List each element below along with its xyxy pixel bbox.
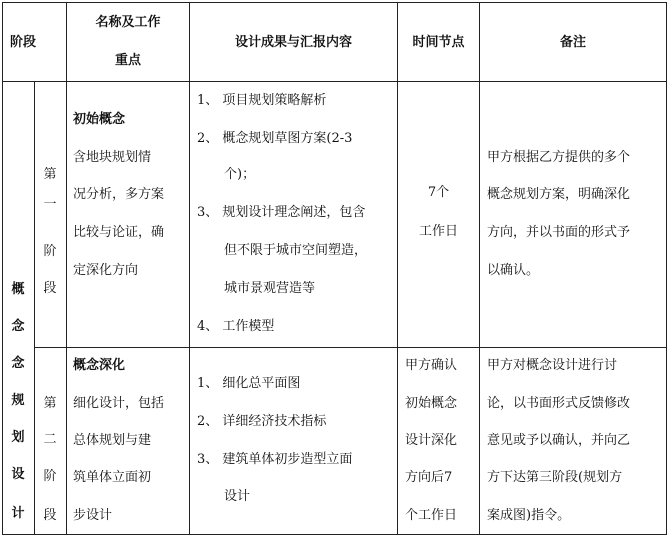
table-border-top <box>2 2 667 3</box>
stage1-char: 一 <box>43 197 57 212</box>
phase-char: 念 <box>11 356 25 371</box>
row2-name-line: 筑单体立面初 <box>73 470 152 485</box>
row1-deliverable-line: 但不限于城市空间塑造， <box>224 243 368 258</box>
phase-char: 规 <box>11 393 25 408</box>
row2-name-line: 步设计 <box>73 508 113 523</box>
header-remarks: 备注 <box>559 35 586 50</box>
stage2-char: 二 <box>43 432 57 447</box>
header-name-line1: 名称及工作 <box>95 15 161 30</box>
row2-deliverable-line: 1、 细化总平面图 <box>197 376 301 391</box>
name-col-rule <box>189 2 190 535</box>
row2-time-line: 设计深化 <box>405 433 458 448</box>
row2-remark-line: 方下达第三阶段(规划方 <box>487 470 623 485</box>
header-bottom-rule <box>2 81 667 82</box>
row2-name-title: 概念深化 <box>73 358 126 373</box>
stage2-char: 阶 <box>43 469 57 484</box>
row2-deliverable-line: 3、 建筑单体初步造型立面 <box>197 452 353 467</box>
stage2-char: 第 <box>43 396 57 411</box>
row2-name-line: 总体规划与建 <box>73 433 152 448</box>
row-separator <box>34 347 667 348</box>
phase-char: 计 <box>11 506 25 521</box>
phase-char: 概 <box>11 282 25 297</box>
row2-time-line: 初始概念 <box>405 396 458 411</box>
row2-remark-line: 意见或予以确认，并向乙 <box>487 433 631 448</box>
row2-time-line: 甲方确认 <box>405 358 458 373</box>
table-border-bottom <box>2 534 667 535</box>
row1-time-line: 工作日 <box>418 224 458 239</box>
row2-time-line: 个工作日 <box>405 508 458 523</box>
stage1-char: 段 <box>43 281 57 296</box>
time-col-rule <box>479 2 480 535</box>
row1-name-line: 含地块规划情 <box>73 150 152 165</box>
row1-name-line: 比较与论证，确 <box>73 225 165 240</box>
row1-remark-line: 概念规划方案，明确深化 <box>487 187 631 202</box>
row2-remark-line: 案成图)指令。 <box>487 508 571 523</box>
stage1-char: 阶 <box>43 244 57 259</box>
row1-deliverable-line: 1、 项目规划策略解析 <box>197 93 327 108</box>
row1-deliverable-line: 3、 规划设计理念阐述，包含 <box>197 205 366 220</box>
deliverable-col-rule <box>397 2 398 535</box>
row1-name-title: 初始概念 <box>73 112 126 127</box>
row1-time-line: 7个 <box>427 185 450 200</box>
header-stage: 阶段 <box>10 35 37 50</box>
row1-remark-line: 方向，并以书面的形式予 <box>487 225 631 240</box>
row2-deliverable-line: 设计 <box>224 489 251 504</box>
phase-char: 设 <box>11 467 25 482</box>
row1-name-line: 况分析，多方案 <box>73 187 165 202</box>
row1-deliverable-line: 个)； <box>224 167 256 182</box>
table-border-right <box>666 2 667 535</box>
row2-time-line: 方向后7 <box>405 470 453 485</box>
row2-remark-line: 论，以书面形式反馈修改 <box>487 396 631 411</box>
header-name-line2: 重点 <box>114 53 141 68</box>
row1-deliverable-line: 2、 概念规划草图方案(2-3 <box>197 131 353 146</box>
phase-char: 念 <box>11 319 25 334</box>
phase-col-rule <box>34 81 35 535</box>
row1-remark-line: 以确认。 <box>487 263 540 278</box>
stage1-char: 第 <box>43 167 57 182</box>
row2-remark-line: 甲方对概念设计进行讨 <box>487 358 618 373</box>
row2-deliverable-line: 2、 详细经济技术指标 <box>197 414 327 429</box>
header-deliverables: 设计成果与汇报内容 <box>234 35 352 50</box>
stage2-char: 段 <box>43 508 57 523</box>
header-timeline: 时间节点 <box>412 35 465 50</box>
stage-col-rule <box>66 2 67 535</box>
table-border-left <box>2 2 3 535</box>
row1-remark-line: 甲方根据乙方提供的多个 <box>487 150 631 165</box>
row2-name-line: 细化设计，包括 <box>73 396 165 411</box>
row1-deliverable-line: 4、 工作模型 <box>197 319 275 334</box>
row1-name-line: 定深化方向 <box>73 263 139 278</box>
row1-deliverable-line: 城市景观营造等 <box>224 281 316 296</box>
phase-char: 划 <box>11 430 25 445</box>
